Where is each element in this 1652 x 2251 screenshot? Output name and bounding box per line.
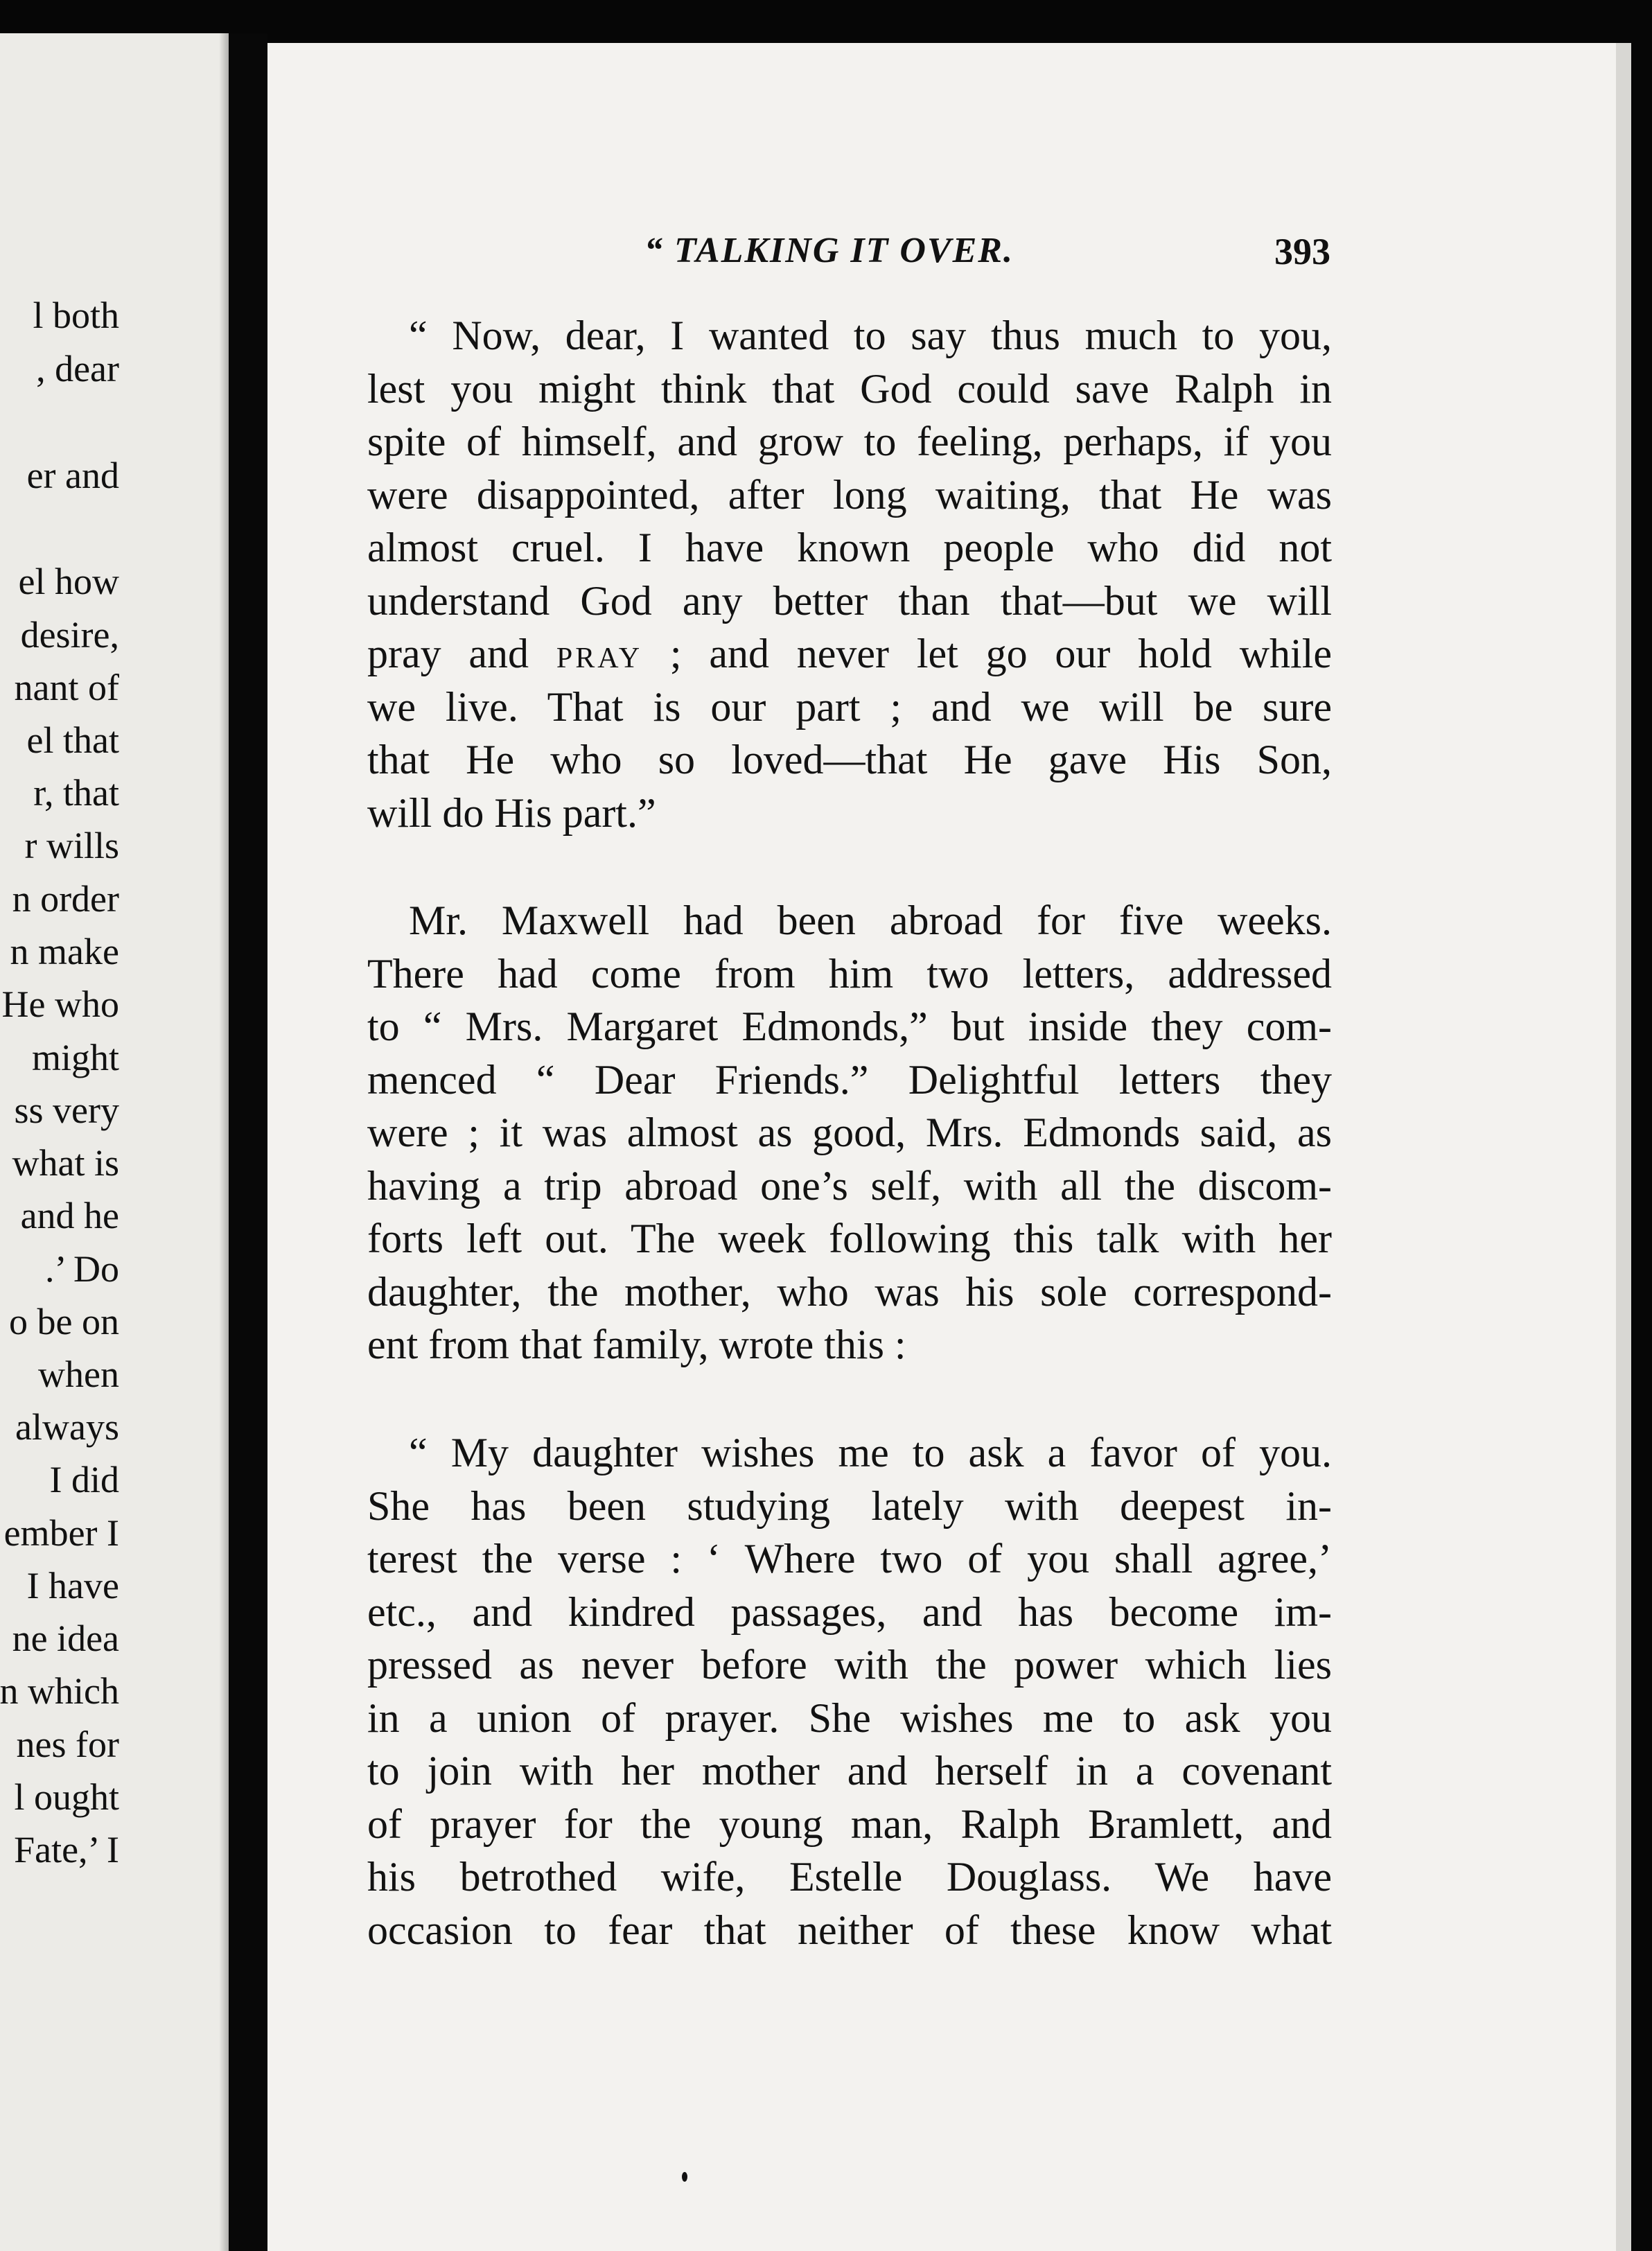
page-right-edge bbox=[1616, 43, 1631, 2251]
previous-page-line bbox=[33, 774, 119, 812]
previous-page-line bbox=[15, 669, 119, 706]
previous-page-line bbox=[27, 457, 119, 494]
text-line: his betrothed wife, Estelle Douglass. We have bbox=[367, 1854, 1332, 1900]
previous-page-line bbox=[4, 1514, 119, 1552]
previous-page-line-text: I have bbox=[26, 1565, 119, 1606]
previous-page-line-text: r, that bbox=[33, 772, 119, 814]
previous-page-line-text: always bbox=[15, 1406, 119, 1448]
paragraph-2 bbox=[367, 894, 1332, 1372]
previous-page-line bbox=[45, 1250, 119, 1288]
page-edge-shadow bbox=[219, 33, 229, 2251]
previous-page-line bbox=[10, 933, 119, 970]
text-line: occasion to fear that neither of these know what bbox=[367, 1907, 1332, 1953]
previous-page-line bbox=[32, 1039, 119, 1076]
text-line: lest you might think that God could save Ralph in bbox=[367, 365, 1332, 412]
previous-page-line bbox=[12, 880, 119, 918]
text-line: to “ Mrs. Margaret Edmonds,” but inside they com- bbox=[367, 1004, 1332, 1049]
previous-page-line bbox=[38, 1356, 119, 1393]
previous-page-line bbox=[14, 1829, 119, 1871]
text-line: spite of himself, and grow to feeling, perhaps, if you bbox=[367, 419, 1332, 464]
previous-page-line-text: Fate,’ I bbox=[14, 1829, 119, 1871]
text-line: “ Now, dear, I wanted to say thus much to you, bbox=[409, 313, 1332, 358]
book-gutter bbox=[229, 33, 267, 2251]
text-line: ent from that family, wrote this : bbox=[367, 1322, 906, 1367]
previous-page-line-text: and he bbox=[20, 1195, 119, 1236]
previous-page-line-text: er and bbox=[26, 455, 119, 496]
text-line: etc., and kindred passages, and has become im- bbox=[367, 1588, 1332, 1635]
previous-page-line bbox=[33, 297, 119, 334]
previous-page-line-text: n order bbox=[12, 878, 119, 920]
previous-page-line-text: , dear bbox=[36, 348, 119, 389]
previous-page-fragment bbox=[0, 33, 229, 2251]
text-line: pressed as never before with the power which lies bbox=[367, 1642, 1332, 1688]
text-line: having a trip abroad one’s self, with all the discom- bbox=[367, 1162, 1332, 1209]
text-fragment: ; and never let go our hold while bbox=[642, 631, 1333, 676]
previous-page-line bbox=[27, 721, 119, 759]
previous-page-line-text: desire, bbox=[20, 614, 119, 656]
previous-page-line-text: I did bbox=[49, 1459, 119, 1500]
previous-page-line-text: nant of bbox=[14, 667, 119, 708]
previous-page-line-text: might bbox=[31, 1037, 119, 1078]
text-line: terest the verse : ‘ Where two of you shall agree,’ bbox=[367, 1536, 1332, 1582]
previous-page-line bbox=[12, 1620, 119, 1657]
text-line: Mr. Maxwell had been abroad for five weeks. bbox=[409, 897, 1332, 943]
text-line: understand God any better than that—but we will bbox=[367, 577, 1332, 624]
previous-page-line bbox=[24, 827, 119, 864]
text-line: were ; it was almost as good, Mrs. Edmonds said, as bbox=[367, 1110, 1332, 1155]
paragraph-1 bbox=[367, 309, 1332, 839]
previous-page-line-text: nes for bbox=[16, 1724, 119, 1765]
previous-page-line-text: o be on bbox=[9, 1301, 119, 1342]
text-line: of prayer for the young man, Ralph Bramlett, and bbox=[367, 1801, 1332, 1847]
text-line: She has been studying lately with deepest in- bbox=[367, 1482, 1332, 1529]
previous-page-line-text: r wills bbox=[24, 825, 119, 866]
previous-page-line bbox=[0, 1672, 119, 1710]
previous-page-line-text: ss very bbox=[14, 1089, 119, 1131]
previous-page-line-text: el that bbox=[26, 719, 119, 761]
text-line: we live. That is our part ; and we will be sure bbox=[367, 683, 1332, 730]
previous-page-line-text: el how bbox=[18, 561, 119, 602]
text-line: “ My daughter wishes me to ask a favor of you. bbox=[409, 1430, 1332, 1475]
text-line: forts left out. The week following this talk with her bbox=[367, 1216, 1332, 1261]
previous-page-line bbox=[36, 350, 119, 387]
text-line: menced “ Dear Friends.” Delightful letters they bbox=[367, 1056, 1332, 1103]
text-line: to join with her mother and herself in a covenant bbox=[367, 1748, 1332, 1794]
text-line: in a union of prayer. She wishes me to ask you bbox=[367, 1694, 1332, 1741]
previous-page-line-text: .’ Do bbox=[45, 1248, 119, 1290]
previous-page-line bbox=[27, 1567, 119, 1604]
previous-page-line bbox=[21, 616, 119, 654]
previous-page-line-text: l both bbox=[33, 295, 119, 336]
previous-page-line-text: when bbox=[38, 1354, 119, 1395]
text-line: that He who so loved—that He gave His Son, bbox=[367, 737, 1332, 782]
previous-page-line bbox=[17, 1726, 119, 1763]
previous-page-line bbox=[12, 1144, 120, 1182]
running-head bbox=[644, 230, 1337, 286]
previous-page-line-text: n which bbox=[0, 1670, 119, 1712]
previous-page-line bbox=[21, 1197, 119, 1234]
ink-speck bbox=[682, 2172, 687, 2182]
text-line: will do His part.” bbox=[367, 789, 656, 836]
text-line: were disappointed, after long waiting, that He was bbox=[367, 471, 1332, 518]
page-number: 393 bbox=[1274, 231, 1330, 272]
previous-page-line bbox=[50, 1461, 120, 1498]
previous-page-line-text: ember I bbox=[3, 1512, 119, 1554]
previous-page-line bbox=[19, 563, 119, 600]
previous-page-line-text: ne idea bbox=[12, 1618, 119, 1659]
paragraph-3 bbox=[367, 1426, 1332, 1956]
previous-page-line bbox=[15, 1408, 119, 1446]
previous-page-line-text: l ought bbox=[14, 1776, 119, 1818]
previous-page-line-text: He who bbox=[1, 983, 119, 1025]
running-title: “ TALKING IT OVER. bbox=[644, 231, 1014, 270]
previous-page-line bbox=[9, 1303, 119, 1340]
text-fragment: pray and bbox=[367, 631, 556, 676]
text-line: almost cruel. I have known people who did not bbox=[367, 525, 1332, 570]
text-line: daughter, the mother, who was his sole correspond- bbox=[367, 1268, 1332, 1315]
previous-page-line bbox=[14, 1089, 119, 1131]
previous-page-line bbox=[14, 1778, 119, 1816]
text-line-small-caps bbox=[367, 627, 1332, 681]
previous-page-line-text: what is bbox=[12, 1142, 119, 1184]
previous-page-line-text: n make bbox=[10, 931, 119, 972]
previous-page-line bbox=[1, 983, 119, 1025]
text-line: There had come from him two letters, addressed bbox=[367, 950, 1332, 997]
small-caps-word: pray bbox=[556, 631, 643, 676]
